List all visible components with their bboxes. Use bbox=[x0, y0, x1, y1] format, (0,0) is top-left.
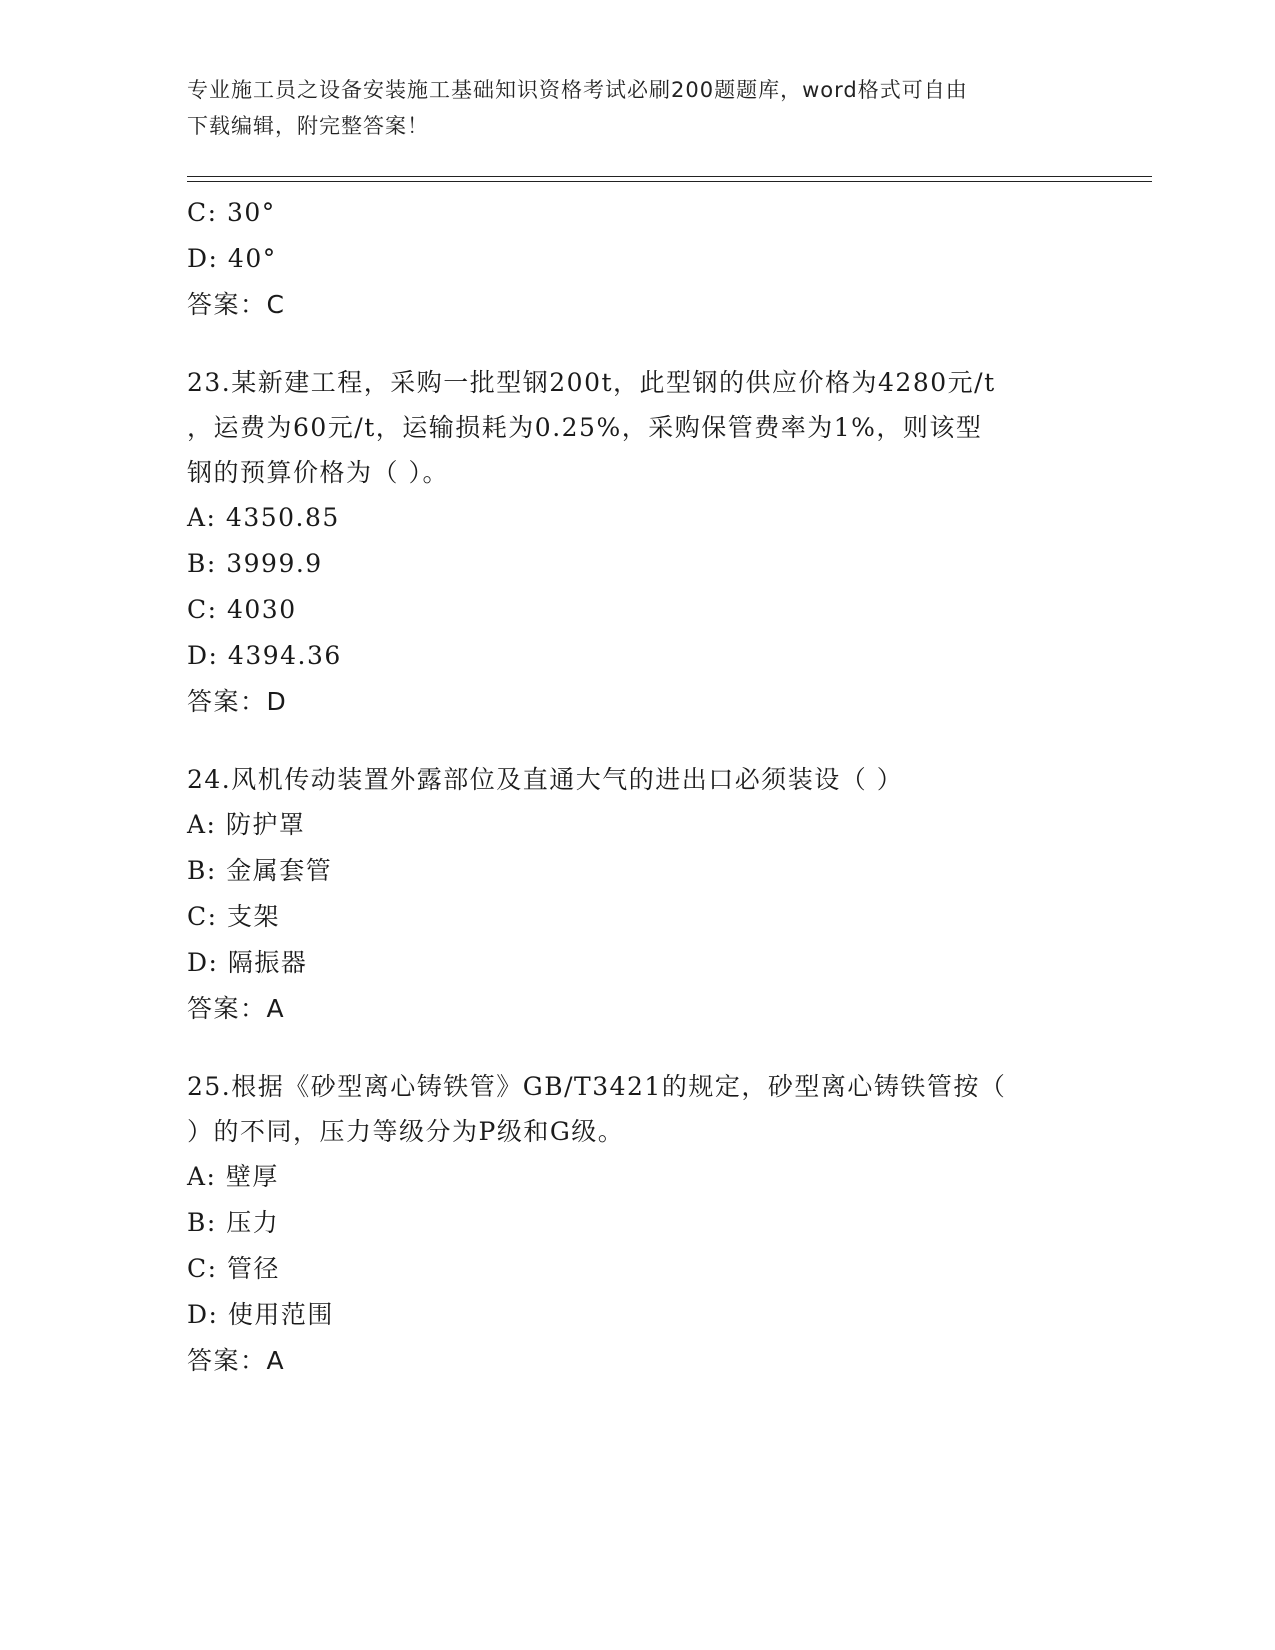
header-line-1: 专业施工员之设备安装施工基础知识资格考试必刷200题题库，word格式可自由 bbox=[187, 78, 968, 102]
option-a: A: 4350.85 bbox=[187, 503, 340, 532]
question-24 bbox=[187, 757, 1087, 1032]
question-stem-line: 23.某新建工程，采购一批型钢200t，此型钢的供应价格为4280元/t bbox=[187, 368, 996, 397]
answer-line: 答案：D bbox=[187, 687, 288, 716]
option-d: D: 4394.36 bbox=[187, 641, 342, 670]
option-d: D: 隔振器 bbox=[187, 948, 308, 977]
header-divider-bottom bbox=[187, 181, 1152, 182]
option-b: B: 3999.9 bbox=[187, 549, 323, 578]
question-content bbox=[187, 190, 1087, 1384]
header-line-2: 下载编辑，附完整答案！ bbox=[187, 114, 429, 138]
header-divider-top bbox=[187, 176, 1152, 177]
answer-line: 答案：A bbox=[187, 994, 286, 1023]
answer-line: 答案：A bbox=[187, 1346, 286, 1375]
option-d: D: 40° bbox=[187, 244, 277, 273]
question-stem-line: ，运费为60元/t，运输损耗为0.25%，采购保管费率为1%，则该型 bbox=[187, 413, 983, 442]
question-stem-line: 25.根据《砂型离心铸铁管》GB/T3421的规定，砂型离心铸铁管按（ bbox=[187, 1072, 1007, 1101]
option-c: C: 支架 bbox=[187, 902, 280, 931]
spacer bbox=[187, 1032, 1087, 1064]
answer-line: 答案：C bbox=[187, 290, 286, 319]
question-stem-line: 钢的预算价格为（ ）。 bbox=[187, 458, 449, 487]
question-stem-line: ）的不同，压力等级分为P级和G级。 bbox=[187, 1117, 625, 1146]
option-b: B: 压力 bbox=[187, 1208, 280, 1237]
option-d: D: 使用范围 bbox=[187, 1300, 334, 1329]
option-c: C: 4030 bbox=[187, 595, 297, 624]
spacer bbox=[187, 328, 1087, 360]
option-c: C: 30° bbox=[187, 198, 276, 227]
option-a: A: 防护罩 bbox=[187, 810, 306, 839]
question-23 bbox=[187, 360, 1087, 725]
question-stem-line: 24.风机传动装置外露部位及直通大气的进出口必须装设（ ） bbox=[187, 765, 904, 794]
question-25 bbox=[187, 1064, 1087, 1384]
option-a: A: 壁厚 bbox=[187, 1162, 279, 1191]
option-b: B: 金属套管 bbox=[187, 856, 333, 885]
spacer bbox=[187, 725, 1087, 757]
document-header bbox=[187, 72, 1087, 144]
option-c: C: 管径 bbox=[187, 1254, 280, 1283]
previous-question bbox=[187, 190, 1087, 328]
